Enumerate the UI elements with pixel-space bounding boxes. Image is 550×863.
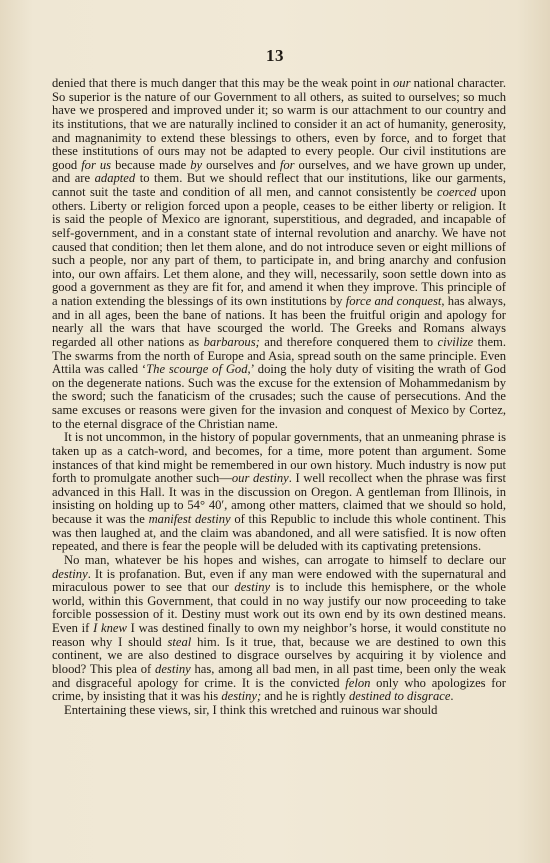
italic-text: manifest destiny bbox=[148, 512, 231, 526]
text-run: has, among all bad men, in all past time, been only the weak and disgraceful apology for crime. It is the convicted bbox=[52, 661, 506, 690]
italic-text: I knew bbox=[93, 621, 127, 635]
text-run: to them. But we should reflect that our institutions, like our garments, cannot suit the taste and condition of all men, and cannot consistently be bbox=[52, 171, 506, 199]
italic-text: destiny bbox=[155, 661, 191, 676]
text-run: ourselves, and we have grown up under, and are bbox=[52, 157, 506, 186]
italic-text: destined to disgrace bbox=[348, 689, 451, 704]
text-run: and therefore conquered them to bbox=[259, 334, 438, 349]
text-run: only who apologizes for crime, by insisting that it was his bbox=[52, 675, 506, 704]
italic-text: civilize bbox=[437, 334, 474, 349]
text-run: ourselves and bbox=[202, 157, 280, 172]
italic-text: felon bbox=[345, 675, 371, 690]
italic-text: destiny bbox=[234, 580, 271, 595]
italic-text: our bbox=[393, 76, 411, 90]
text-run: Entertaining these views, sir, I think this wretched and ruinous war should bbox=[64, 702, 438, 717]
italic-text: by bbox=[190, 157, 203, 172]
text-run: . I well recollect when the phrase was first advanced in this Hall. It was in the discussion on Oregon. A gentleman from Illinois, in insisting on holding up to 54° 40′, among other matters, claimed that we should so hold, because it was the bbox=[52, 471, 506, 526]
italic-text: barbarous; bbox=[203, 334, 260, 349]
text-run: him. Is it true, that, because we are destined to own this continent, we are also destined to disgrace ourselves by acquiring it by violence and blood? This plea of bbox=[52, 634, 506, 676]
text-run: . It is profanation. But, even if any man were endowed with the supernatural and miraculous power to see that our bbox=[52, 566, 506, 595]
text-run: No man, whatever be his hopes and wishes, can arrogate to himself to declare our bbox=[64, 552, 506, 567]
text-run: of this Republic to include this whole continent. This was then laughed at, and the claim was abandoned, and all were satisfied. It is now often repeated, and there is fear the people will be deluded with its captivating pretensions. bbox=[52, 512, 506, 554]
text-run: . bbox=[450, 689, 454, 704]
page-number: 13 bbox=[266, 46, 284, 65]
text-run: upon others. Liberty or religion forced upon a people, ceases to be either liberty or religion. It is said the people of Mexico are ignorant, superstitious, and degraded, and incapable of self-government, and in a constant state of internal revolution and anarchy. We have not caused that condition; then let them alone, and do not introduce seven or eight millions of such a people, nor any part of them, to participate in, and bring anarchy and confusion into, our own affairs. Let them alone, and they will, necessarily, soon settle down into as good a government as they are fit for, and amend it when they improve. This principle of a nation extending the blessings of its own institutions by bbox=[52, 185, 506, 308]
text-run: is to include this hemisphere, or the whole world, within this Government, that could in no way justify our now proceeding to take forcible possession of it. Destiny must work out its own end by its own destined means. Even if bbox=[52, 580, 507, 635]
paragraph-4 bbox=[52, 704, 506, 718]
italic-text: coerced bbox=[437, 185, 477, 199]
italic-text: steal bbox=[167, 634, 192, 649]
italic-text: The scourge of God bbox=[146, 362, 248, 377]
italic-text: destiny bbox=[52, 566, 88, 581]
italic-text: adapted bbox=[94, 171, 136, 186]
italic-text: for bbox=[279, 157, 295, 172]
text-run: It is not uncommon, in the history of popular governments, that an unmeaning phrase is taken up as a catch-word, and becomes, for a time, more potent than argument. Some instances of that kind might be remembered in our own history. Much industry is now put forth to promulgate another such— bbox=[52, 430, 506, 486]
paragraph-3 bbox=[52, 554, 506, 704]
italic-text: destiny; bbox=[221, 689, 262, 704]
text-run: them. The swarms from the north of Europe and Asia, spread south on the same principle. Even Attila was called ‘ bbox=[52, 334, 506, 377]
text-run: and he is rightly bbox=[261, 689, 349, 704]
italic-text: our destiny bbox=[231, 471, 289, 486]
text-run: because made bbox=[111, 157, 191, 172]
text-run: ,’ doing the holy duty of visiting the wrath of God on the degenerate nations. Such was the excuse for the extension of Mohammedanism by the sword; such the fanaticism of the crusades; such the cause of persecutions. And the same excuses or reasons were given for the invasion and conquest of Mexico by Cortez, to the eternal disgrace of the Christian name. bbox=[52, 362, 506, 431]
body-text bbox=[52, 77, 506, 717]
paragraph-1 bbox=[52, 77, 506, 431]
text-run: national character. So superior is the nature of our Government to all others, as suited to ourselves; so much have we prospered and improved under it; so warm is our attachment to our country and its institutions, that we are naturally inclined to consider it an act of humanity, generosity, and magnanimity to extend these blessings to others, even by force, and to forget that these institutions of ours may not be adapted to every people. Our civil institutions are good bbox=[52, 76, 506, 172]
text-run: I was destined finally to own my neighbor’s horse, it would constitute no reason why I should bbox=[52, 621, 506, 649]
italic-text: force and conquest bbox=[345, 294, 442, 308]
paragraph-2 bbox=[52, 431, 506, 554]
text-run: denied that there is much danger that this may be the weak point in bbox=[52, 76, 393, 90]
text-run: , has always, and in all ages, been the bane of nations. It has been the fruitful origin and apology for nearly all the wars that have scourged the world. The Greeks and Romans always regarded all other nations as bbox=[52, 294, 506, 349]
italic-text: for us bbox=[81, 157, 112, 172]
